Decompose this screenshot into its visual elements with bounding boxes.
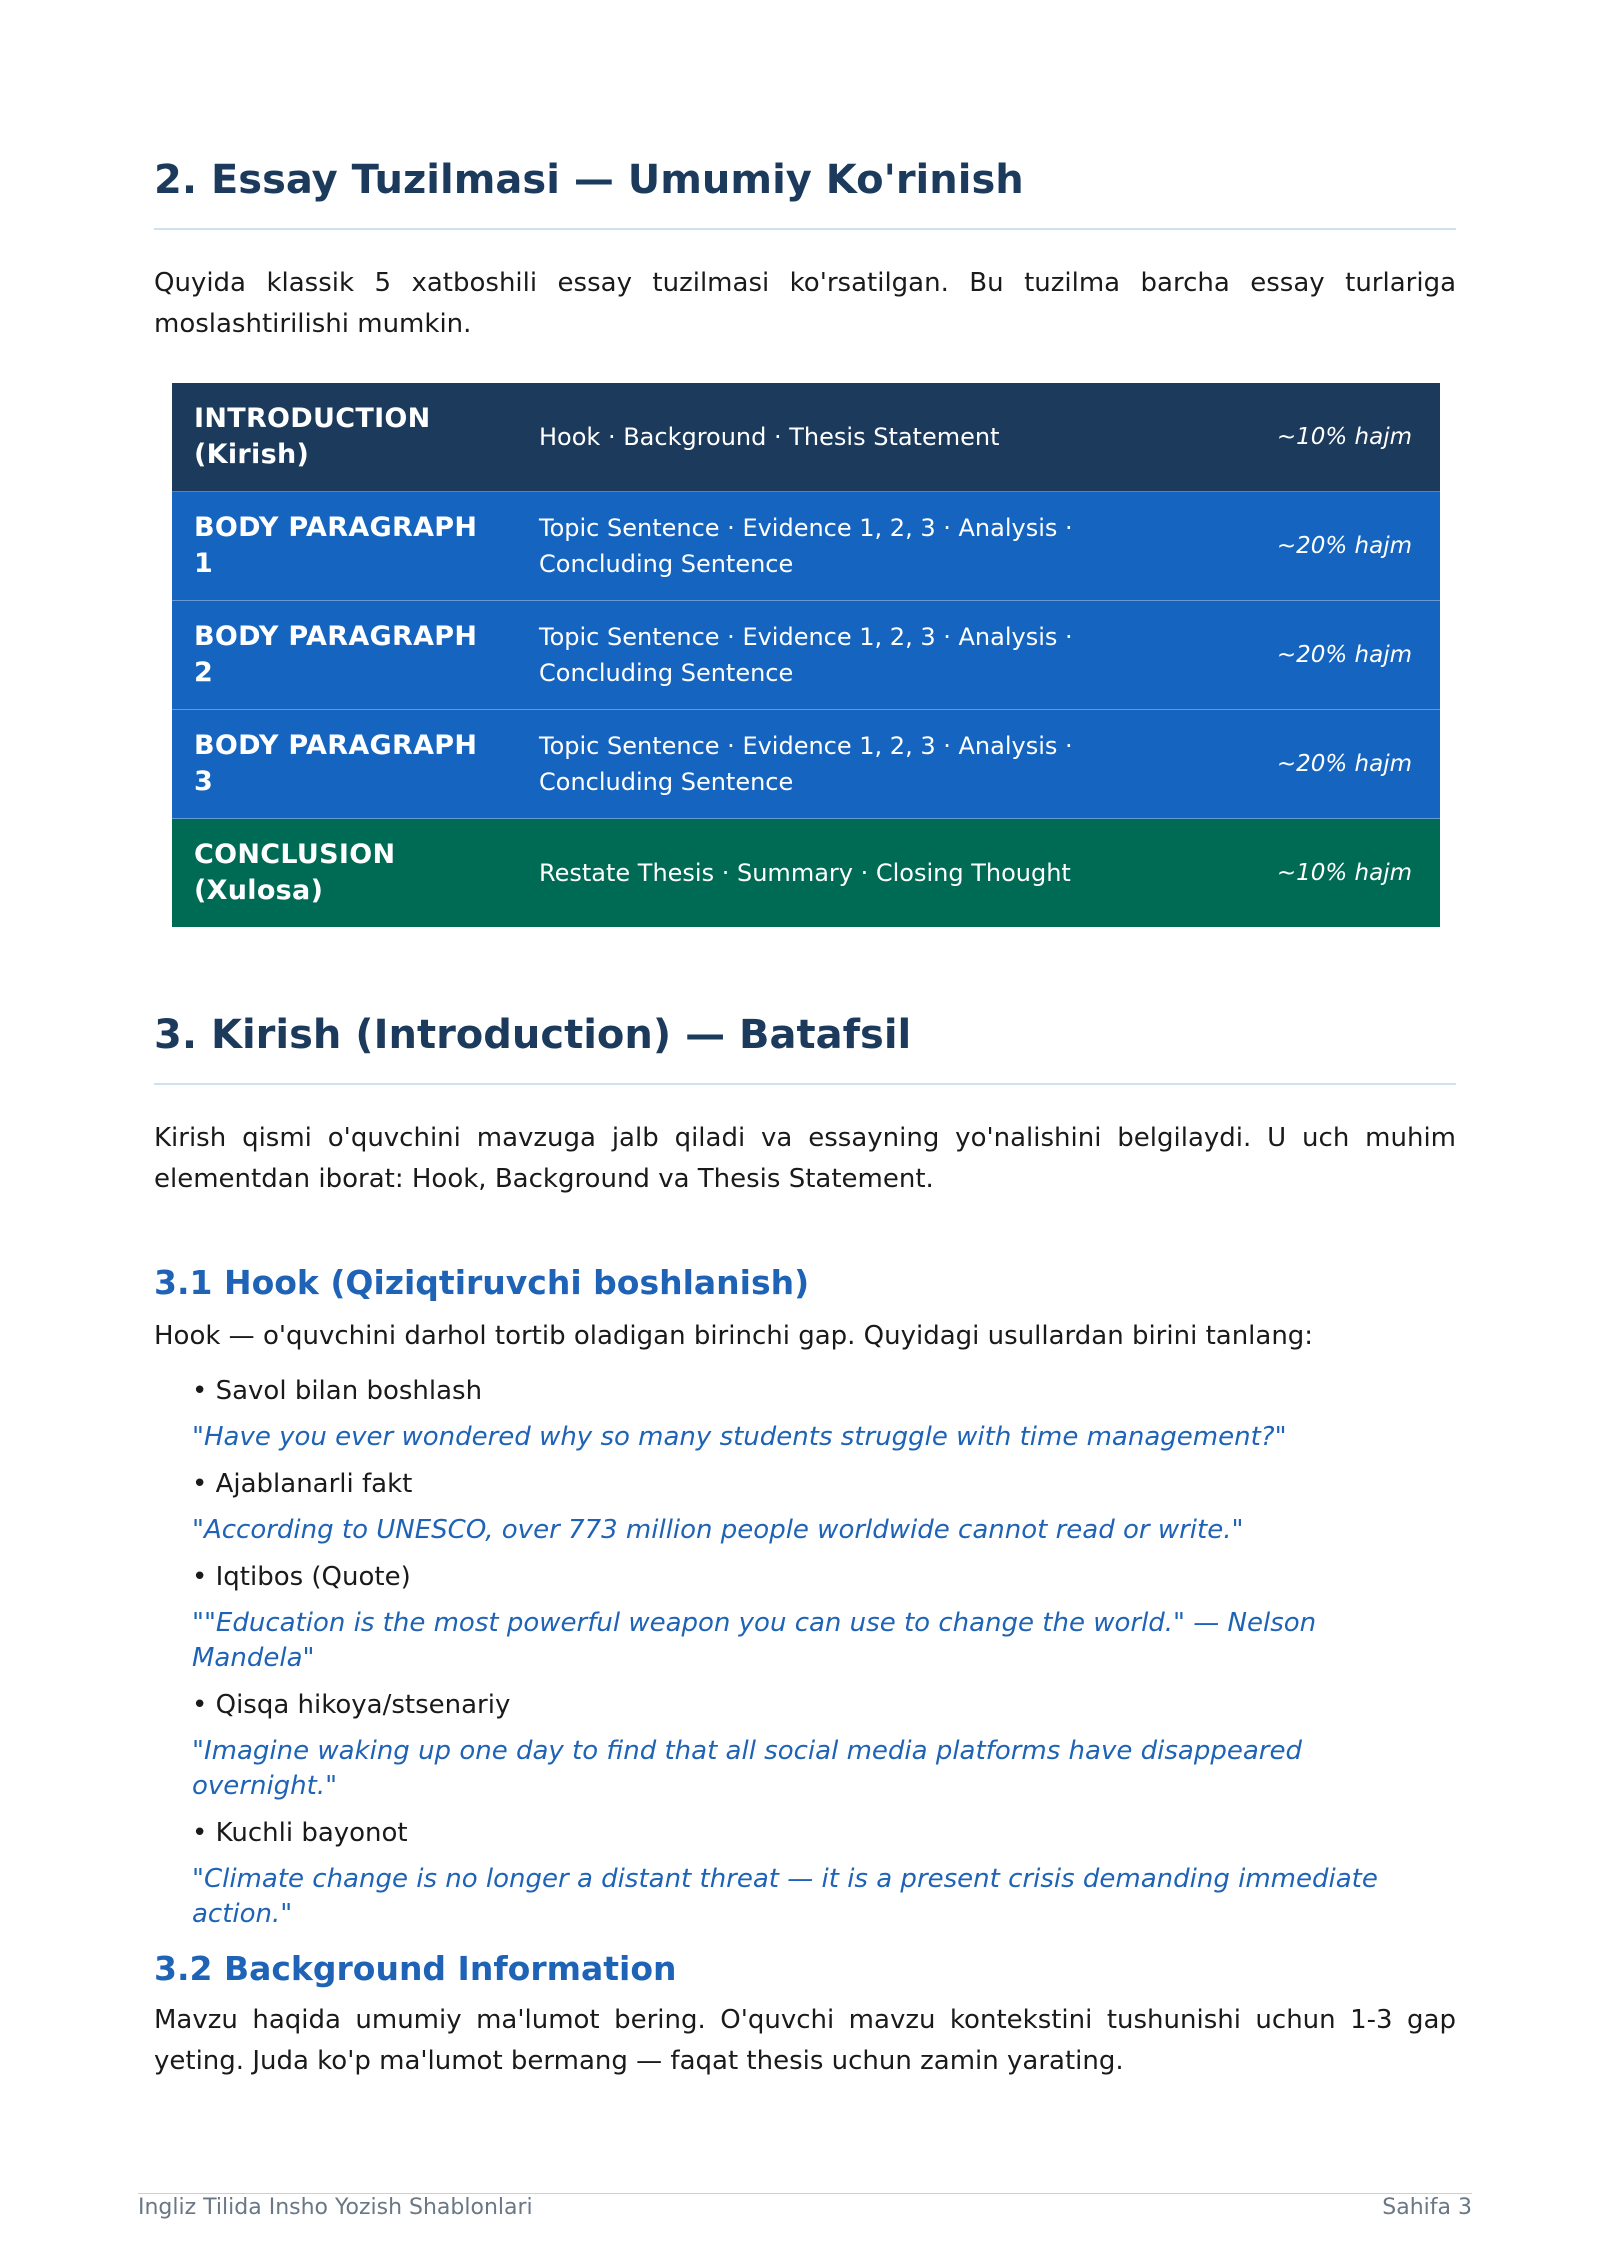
structure-row-body-1 xyxy=(172,492,1440,601)
structure-row-parts: Topic Sentence · Evidence 1, 2, 3 · Analysis · Concluding Sentence xyxy=(539,732,1073,796)
structure-row-parts: Topic Sentence · Evidence 1, 2, 3 · Analysis · Concluding Sentence xyxy=(539,623,1073,687)
footer-document-title: Ingliz Tilida Insho Yozish Shablonlari xyxy=(138,2195,533,2220)
structure-row-parts: Hook · Background · Thesis Statement xyxy=(539,423,1000,451)
background-text: Mavzu haqida umumiy ma'lumot bering. O'quvchi mavzu kontekstini tushunishi uchun 1-3 gap yeting. Juda ko'p ma'lumot bermang — faqat thesis uchun zamin yarating. xyxy=(154,2005,1456,2076)
structure-row-name: BODY PARAGRAPH 2 xyxy=(194,621,478,688)
background-subtitle: 3.2 Background Information xyxy=(154,1949,677,1988)
structure-row-conclusion xyxy=(172,819,1440,927)
structure-row-introduction xyxy=(172,383,1440,492)
hook-subtitle: 3.1 Hook (Qiziqtiruvchi boshlanish) xyxy=(154,1263,810,1302)
list-item xyxy=(192,1372,1462,1455)
section-3-title: 3. Kirish (Introduction) — Batafsil xyxy=(154,1012,912,1058)
hook-example-quote: ""Education is the most powerful weapon you can use to change the world." — Nelson Mandela" xyxy=(192,1608,1317,1673)
structure-row-body-3 xyxy=(172,710,1440,819)
hook-intro: Hook — o'quvchini darhol tortib oladigan birinchi gap. Quyidagi usullardan birini tanlang: xyxy=(154,1321,1314,1351)
structure-row-name: CONCLUSION (Xulosa) xyxy=(194,839,396,906)
hook-method-label: • Savol bilan boshlash xyxy=(192,1376,483,1406)
hook-method-label: • Ajablanarli fakt xyxy=(192,1469,413,1499)
structure-row-body-2 xyxy=(172,601,1440,710)
structure-row-name: BODY PARAGRAPH 3 xyxy=(194,730,478,797)
structure-row-parts: Restate Thesis · Summary · Closing Thought xyxy=(539,859,1071,887)
list-item xyxy=(192,1814,1462,1932)
structure-row-name: BODY PARAGRAPH 1 xyxy=(194,512,478,579)
hook-method-label: • Iqtibos (Quote) xyxy=(192,1562,411,1592)
hook-example-quote: "According to UNESCO, over 773 million people worldwide cannot read or write." xyxy=(192,1515,1244,1545)
hook-method-label: • Kuchli bayonot xyxy=(192,1818,408,1848)
list-item xyxy=(192,1465,1462,1548)
structure-row-volume: ~20% hajm xyxy=(1276,751,1412,777)
list-item xyxy=(192,1558,1462,1676)
hook-method-label: • Qisqa hikoya/stsenariy xyxy=(192,1690,511,1720)
structure-row-volume: ~10% hajm xyxy=(1276,860,1412,886)
section-2-intro: Quyida klassik 5 xatboshili essay tuzilmasi ko'rsatilgan. Bu tuzilma barcha essay turlariga moslashtirilishi mumkin. xyxy=(154,268,1456,339)
structure-row-parts: Topic Sentence · Evidence 1, 2, 3 · Analysis · Concluding Sentence xyxy=(539,514,1073,578)
hook-example-quote: "Climate change is no longer a distant threat — it is a present crisis demanding immediate action." xyxy=(192,1864,1378,1929)
structure-row-volume: ~10% hajm xyxy=(1276,424,1412,450)
footer-divider xyxy=(138,2193,1472,2194)
section-3-intro: Kirish qismi o'quvchini mavzuga jalb qiladi va essayning yo'nalishini belgilaydi. U uch muhim elementdan iborat: Hook, Background va Thesis Statement. xyxy=(154,1123,1456,1194)
structure-row-name: INTRODUCTION (Kirish) xyxy=(194,403,431,470)
section-2-title: 2. Essay Tuzilmasi — Umumiy Ko'rinish xyxy=(154,157,1024,203)
list-item xyxy=(192,1686,1462,1804)
hook-example-quote: "Imagine waking up one day to find that all social media platforms have disappeared overnight." xyxy=(192,1736,1302,1801)
essay-structure-table xyxy=(172,383,1440,927)
structure-row-volume: ~20% hajm xyxy=(1276,642,1412,668)
structure-row-volume: ~20% hajm xyxy=(1276,533,1412,559)
hook-example-quote: "Have you ever wondered why so many students struggle with time management?" xyxy=(192,1422,1287,1452)
section-2-divider xyxy=(154,228,1456,230)
section-3-divider xyxy=(154,1083,1456,1085)
hook-methods-list xyxy=(192,1372,1462,1942)
footer-page-number: Sahifa 3 xyxy=(1382,2195,1472,2220)
